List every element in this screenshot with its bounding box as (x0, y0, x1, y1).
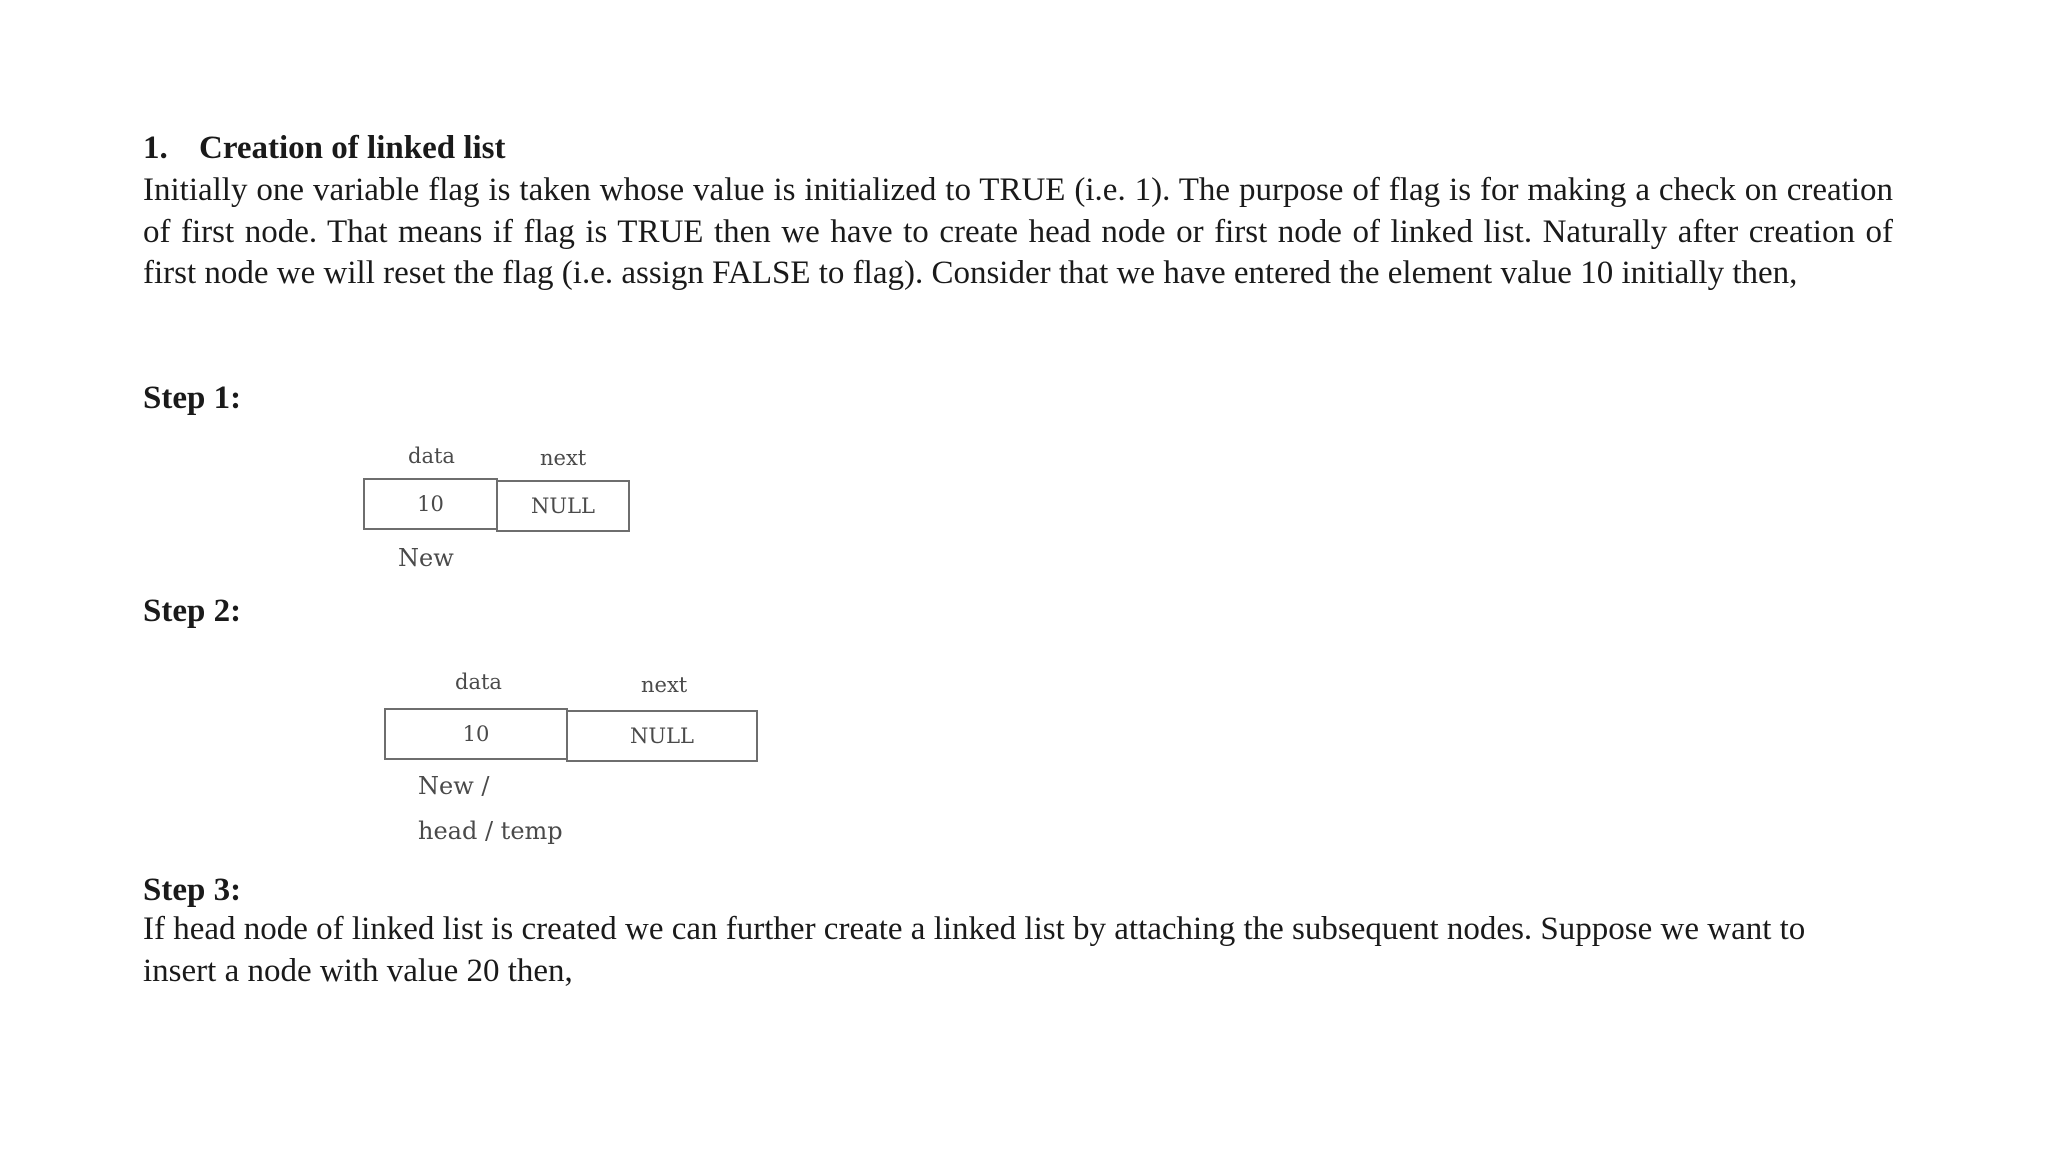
section-number: 1. (143, 130, 168, 166)
step-3-paragraph: If head node of linked list is created we can further create a linked list by attaching the subsequent nodes. Suppose we want to insert a node with value 20 then, (143, 911, 1806, 989)
node-diagram-step-1 (360, 440, 640, 580)
next-field-label: next (540, 446, 587, 470)
intro-paragraph: Initially one variable flag is taken whose value is initialized to TRUE (i.e. 1). The purpose of flag is for making a check on creation of first node. That means if flag is TRUE then we have to create head node or first node of linked list. Naturally after creation of first node we will reset the flag (i.e. assign FALSE to flag). Consider that we have entered the element value 10 initially then, (143, 172, 1893, 291)
section-heading (143, 128, 506, 168)
step-3-heading: Step 3: (143, 872, 242, 908)
pointer-label: New (398, 544, 454, 572)
data-cell: 10 (384, 708, 568, 760)
next-cell: NULL (566, 710, 758, 762)
next-cell: NULL (496, 480, 630, 532)
node-diagram-step-2 (382, 670, 782, 860)
step-2-heading: Step 2: (143, 593, 242, 629)
pointer-label-line-2: head / temp (418, 817, 563, 845)
pointer-label-line-1: New / (418, 772, 490, 800)
data-field-label: data (455, 670, 502, 694)
data-field-label: data (408, 444, 455, 468)
section-title: Creation of linked list (199, 130, 506, 166)
next-field-label: next (641, 673, 688, 697)
data-cell: 10 (363, 478, 498, 530)
step-1-heading: Step 1: (143, 380, 242, 416)
